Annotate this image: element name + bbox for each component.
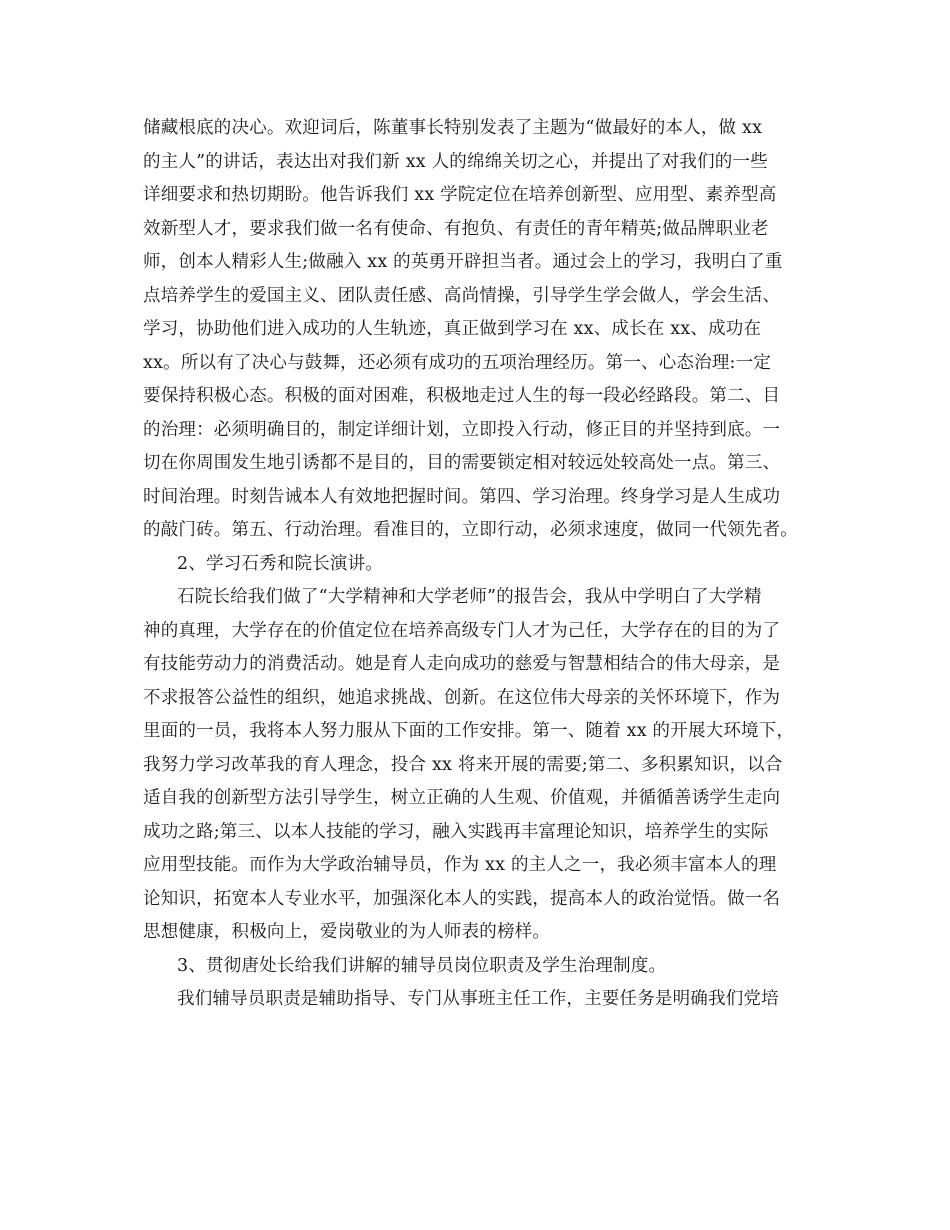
text-line: 我们辅导员职责是辅助指导、专门从事班主任工作，主要任务是明确我们党培 [177,989,779,1009]
text-line: 里面的一员，我将本人努力服从下面的工作安排。第一、随着 xx 的开展大环境下， [143,721,795,741]
text-line: 我努力学习改革我的育人理念，投合 xx 将来开展的需要;第二、多积累知识，以合 [143,754,783,775]
text-line: 详细要求和热切期盼。他告诉我们 xx 学院定位在培养创新型、应用型、素养型高 [143,185,777,205]
text-line: 2、学习石秀和院长演讲。 [177,553,384,574]
text-line: xx。所以有了决心与鼓舞，还必须有成功的五项治理经历。第一、心态治理:一定 [143,352,772,373]
text-line: 成功之路;第三、以本人技能的学习，融入实践再丰富理论知识，培养学生的实际 [143,821,769,842]
text-line: 有技能劳动力的消费活动。她是育人走向成功的慈爱与智慧相结合的伟大母亲，是 [143,654,781,674]
text-line: 点培养学生的爱国主义、团队责任感、高尚情操，引导学生学会做人，学会生活、 [143,285,781,306]
document-body [143,112,823,1017]
text-line: 应用型技能。而作为大学政治辅导员，作为 xx 的主人之一，我必须丰富本人的理 [143,855,777,875]
text-line: 思想健康，积极向上，爱岗敬业的为人师表的榜样。 [143,922,551,942]
text-line: 效新型人才，要求我们做一名有使命、有抱负、有责任的青年精英;做品牌职业老 [143,218,769,239]
text-line: 师，创本人精彩人生;做融入 xx 的英勇开辟担当者。通过会上的学习，我明白了重 [143,252,783,272]
text-line: 切在你周围发生地引诱都不是目的，目的需要锁定相对较远处较高处一点。第三、 [143,453,781,473]
text-line: 适自我的创新型方法引导学生，树立正确的人生观、价值观，并循循善诱学生走向 [143,788,781,808]
text-line: 石院长给我们做了“大学精神和大学老师”的报告会，我从中学明白了大学精 [177,587,762,607]
text-line: 不求报答公益性的组织，她追求挑战、创新。在这位伟大母亲的关怀环境下，作为 [143,687,781,708]
text-line: 储藏根底的决心。欢迎词后，陈董事长特别发表了主题为“做最好的本人，做 xx [143,118,763,138]
text-line: 学习，协助他们进入成功的人生轨迹，真正做到学习在 xx、成长在 xx、成功在 [143,319,762,339]
text-line: 论知识，拓宽本人专业水平，加强深化本人的实践，提高本人的政治觉悟。做一名 [143,888,781,909]
text-line: 时间治理。时刻告诫本人有效地把握时间。第四、学习治理。终身学习是人生成功 [143,486,781,507]
text-line: 神的真理，大学存在的价值定位在培养高级专门人才为己任，大学存在的目的为了 [143,620,781,641]
text-line: 要保持积极心态。积极的面对困难，积极地走过人生的每一段必经路段。第二、目 [143,386,781,406]
text-line: 的治理：必须明确目的，制定详细计划，立即投入行动，修正目的并坚持到底。一 [143,419,781,440]
text-line: 的敲门砖。第五、行动治理。看准目的，立即行动，必须求速度，做同一代领先者。 [143,520,798,540]
text-line: 3、贯彻唐处长给我们讲解的辅导员岗位职责及学生治理制度。 [177,955,667,976]
text-line: 的主人”的讲话，表达出对我们新 xx 人的绵绵关切之心，并提出了对我们的一些 [143,151,768,172]
